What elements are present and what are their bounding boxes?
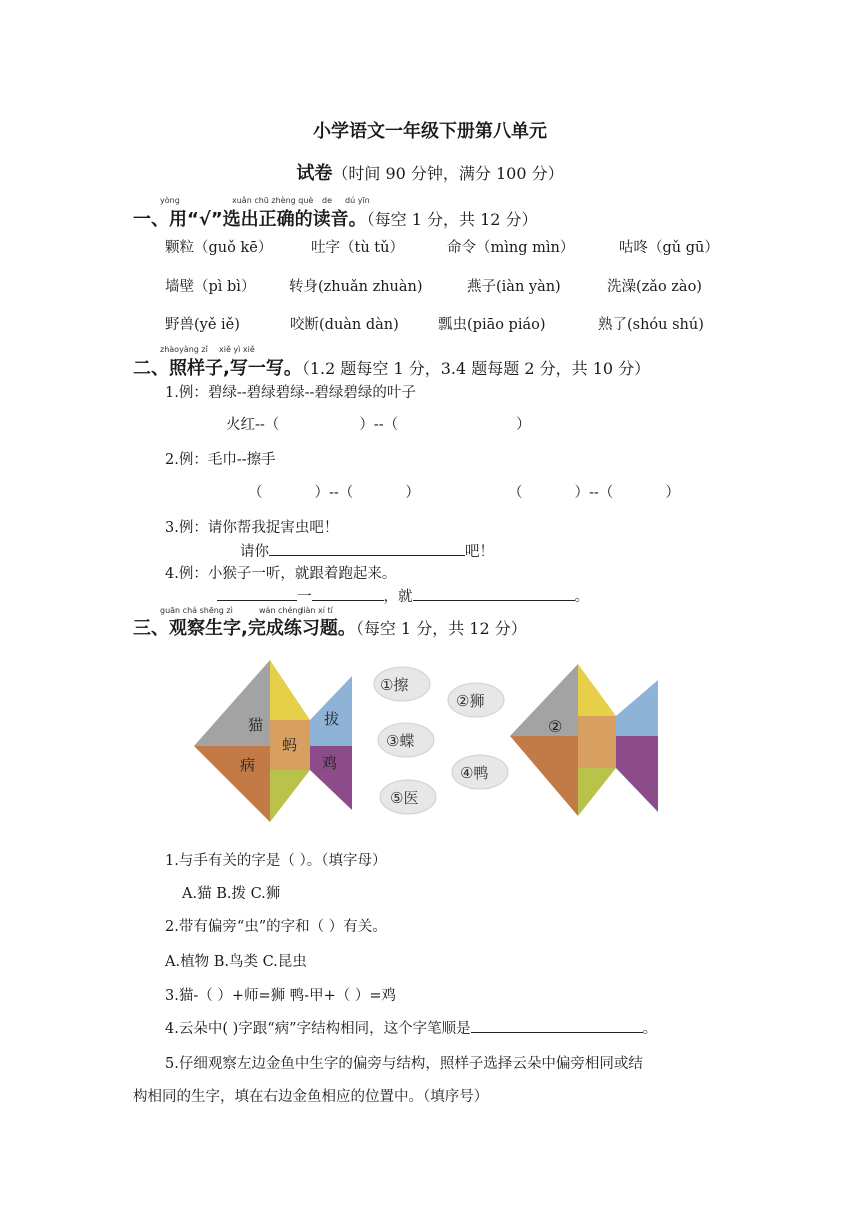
s2-q4-part-b: ，就 <box>383 589 413 605</box>
s2-q3-part-a: 请你 <box>240 544 269 560</box>
s2-q2-part-b: ）--（ <box>314 485 354 501</box>
s2-q2-part-a2: （ <box>508 485 523 501</box>
right-fish-label: ② <box>548 717 563 736</box>
left-fish-char-ma: 蚂 <box>282 736 298 754</box>
s3-q5-line2: 构相同的生字，填在右边金鱼相应的位置中。（填序号） <box>133 1089 489 1105</box>
ruby-wancheng: wán chéng <box>259 606 303 615</box>
cloud-3 <box>378 723 434 757</box>
section-2-number: 二、 <box>133 358 169 379</box>
ruby-duyin: dú yīn <box>345 196 370 205</box>
s1-row2-item2: 转身(zhuǎn zhuàn) <box>289 279 423 295</box>
s2-q1-part-c: ） <box>516 417 531 433</box>
left-fish-orange-triangle <box>194 746 270 822</box>
cloud-5 <box>380 780 436 814</box>
cloud-5-label: ⑤医 <box>390 789 419 807</box>
ruby-de: de <box>322 196 332 205</box>
section-2-score: （1.2 题每空 1 分，3.4 题每题 2 分，共 10 分） <box>301 359 651 378</box>
ruby-yong: yòng <box>160 196 180 205</box>
s2-q4-part-c: 。 <box>574 589 589 605</box>
ruby-zhaoyangzi: zhàoyàng zǐ <box>160 345 208 354</box>
subtitle-main: 试卷 <box>296 163 333 184</box>
s1-row1-item3: 命令（mìng mìn） <box>447 240 575 256</box>
left-fish-char-mao: 猫 <box>248 716 264 734</box>
s3-q1-options: A.猫 B.拨 C.狮 <box>182 886 281 902</box>
right-fish-tan-square <box>578 716 616 768</box>
cloud-3-label: ③蝶 <box>386 732 415 750</box>
left-fish-char-bing: 病 <box>240 756 256 774</box>
cloud-4 <box>452 755 508 789</box>
right-fish-grey-triangle <box>510 664 578 736</box>
right-fish <box>510 664 658 816</box>
left-fish-char-ba: 拔 <box>324 710 340 728</box>
s2-q1-part-b: ）--（ <box>359 417 399 433</box>
s1-row1-item1: 颗粒（guǒ kē） <box>165 240 273 256</box>
cloud-4-label: ④鸭 <box>460 764 489 782</box>
s2-q1-part-a: 火红--（ <box>226 417 280 433</box>
s2-q3-part-b: 吧！ <box>465 544 494 560</box>
cloud-1-label: ①擦 <box>380 676 409 694</box>
right-fish-green-bottom <box>578 768 616 816</box>
right-fish-blue-fin <box>616 680 658 736</box>
s2-q1-example: 1.例：碧绿--碧绿碧绿--碧绿碧绿的叶子 <box>165 385 416 401</box>
s2-q2-part-c: ） <box>405 485 420 501</box>
s2-q2-part-c2: ） <box>665 485 680 501</box>
s1-row1-item2: 吐字（tù tǔ） <box>311 240 404 256</box>
s2-q4-example: 4.例：小猴子一听，就跟着跑起来。 <box>165 566 397 582</box>
right-fish-orange-triangle <box>510 736 578 816</box>
s1-row3-item3: 瓢虫(piāo piáo) <box>438 317 546 333</box>
section-3-title: 观察生字,完成练习题。 <box>169 618 356 639</box>
s2-q2-example: 2.例：毛巾--擦手 <box>165 452 276 468</box>
s3-q4-text: 4.云朵中( )字跟“病”字结构相同，这个字笔顺是 <box>165 1021 471 1037</box>
left-fish-yellow-top <box>270 660 310 720</box>
s1-row2-item4: 洗澡(zǎo zào) <box>607 279 702 295</box>
s3-q4-blank[interactable] <box>471 1018 643 1033</box>
left-fish <box>194 660 352 822</box>
ruby-lianxiti: liàn xí tí <box>301 606 333 615</box>
s1-row3-item1: 野兽(yě iě) <box>165 317 240 333</box>
s3-q4 <box>165 1017 657 1038</box>
s1-row2-item3: 燕子(iàn yàn) <box>467 279 561 295</box>
cloud-1 <box>374 667 430 701</box>
section-2-title: 照样子,写一写。 <box>169 358 302 379</box>
cloud-2-label: ②狮 <box>456 692 485 710</box>
s2-q2-part-a: （ <box>248 485 263 501</box>
ruby-xuanchu: xuǎn chū zhèng què <box>232 196 314 205</box>
s3-q3: 3.猫-（ ）+师=狮 鸭-甲+（ ）=鸡 <box>165 988 397 1004</box>
right-fish-purple-fin <box>616 736 658 812</box>
s3-q2-options: A.植物 B.鸟类 C.昆虫 <box>165 954 307 970</box>
s1-row1-item4: 咕咚（gǔ gū） <box>619 240 719 256</box>
section-3-number: 三、 <box>133 618 169 639</box>
s3-q4-end: 。 <box>642 1021 658 1037</box>
s1-row3-item4: 熟了(shóu shú) <box>598 317 704 333</box>
s3-q2: 2.带有偏旁“虫”的字和（ ）有关。 <box>165 919 387 935</box>
s1-row2-item1: 墙壁（pì bì） <box>165 279 256 295</box>
section-3-score: （每空 1 分，共 12 分） <box>355 619 527 638</box>
left-fish-green-bottom <box>270 770 310 822</box>
section-1-number: 一、 <box>133 209 169 230</box>
s3-q1: 1.与手有关的字是（ ）。（填字母） <box>165 853 387 869</box>
ruby-guancha: guān chá shēng zì <box>160 606 233 615</box>
ruby-xieyixie: xiě yì xiě <box>219 345 255 354</box>
cloud-2 <box>448 683 504 717</box>
s3-q5-line1: 5.仔细观察左边金鱼中生字的偏旁与结构，照样子选择云朵中偏旁相同或结 <box>165 1056 643 1072</box>
left-fish-char-ji: 鸡 <box>322 754 338 772</box>
subtitle-rest: （时间 90 分钟，满分 100 分） <box>332 164 564 183</box>
s2-q3-example: 3.例：请你帮我捉害虫吧！ <box>165 520 339 536</box>
section-1-title: 用“√”选出正确的读音。 <box>169 209 367 230</box>
right-fish-yellow-top <box>578 664 616 716</box>
s1-row3-item2: 咬断(duàn dàn) <box>290 317 399 333</box>
s2-q4-part-a: 一 <box>297 589 312 605</box>
s2-q2-part-b2: ）--（ <box>574 485 614 501</box>
section-1-score: （每空 1 分，共 12 分） <box>366 210 538 229</box>
page-title: 小学语文一年级下册第八单元 <box>313 121 547 142</box>
